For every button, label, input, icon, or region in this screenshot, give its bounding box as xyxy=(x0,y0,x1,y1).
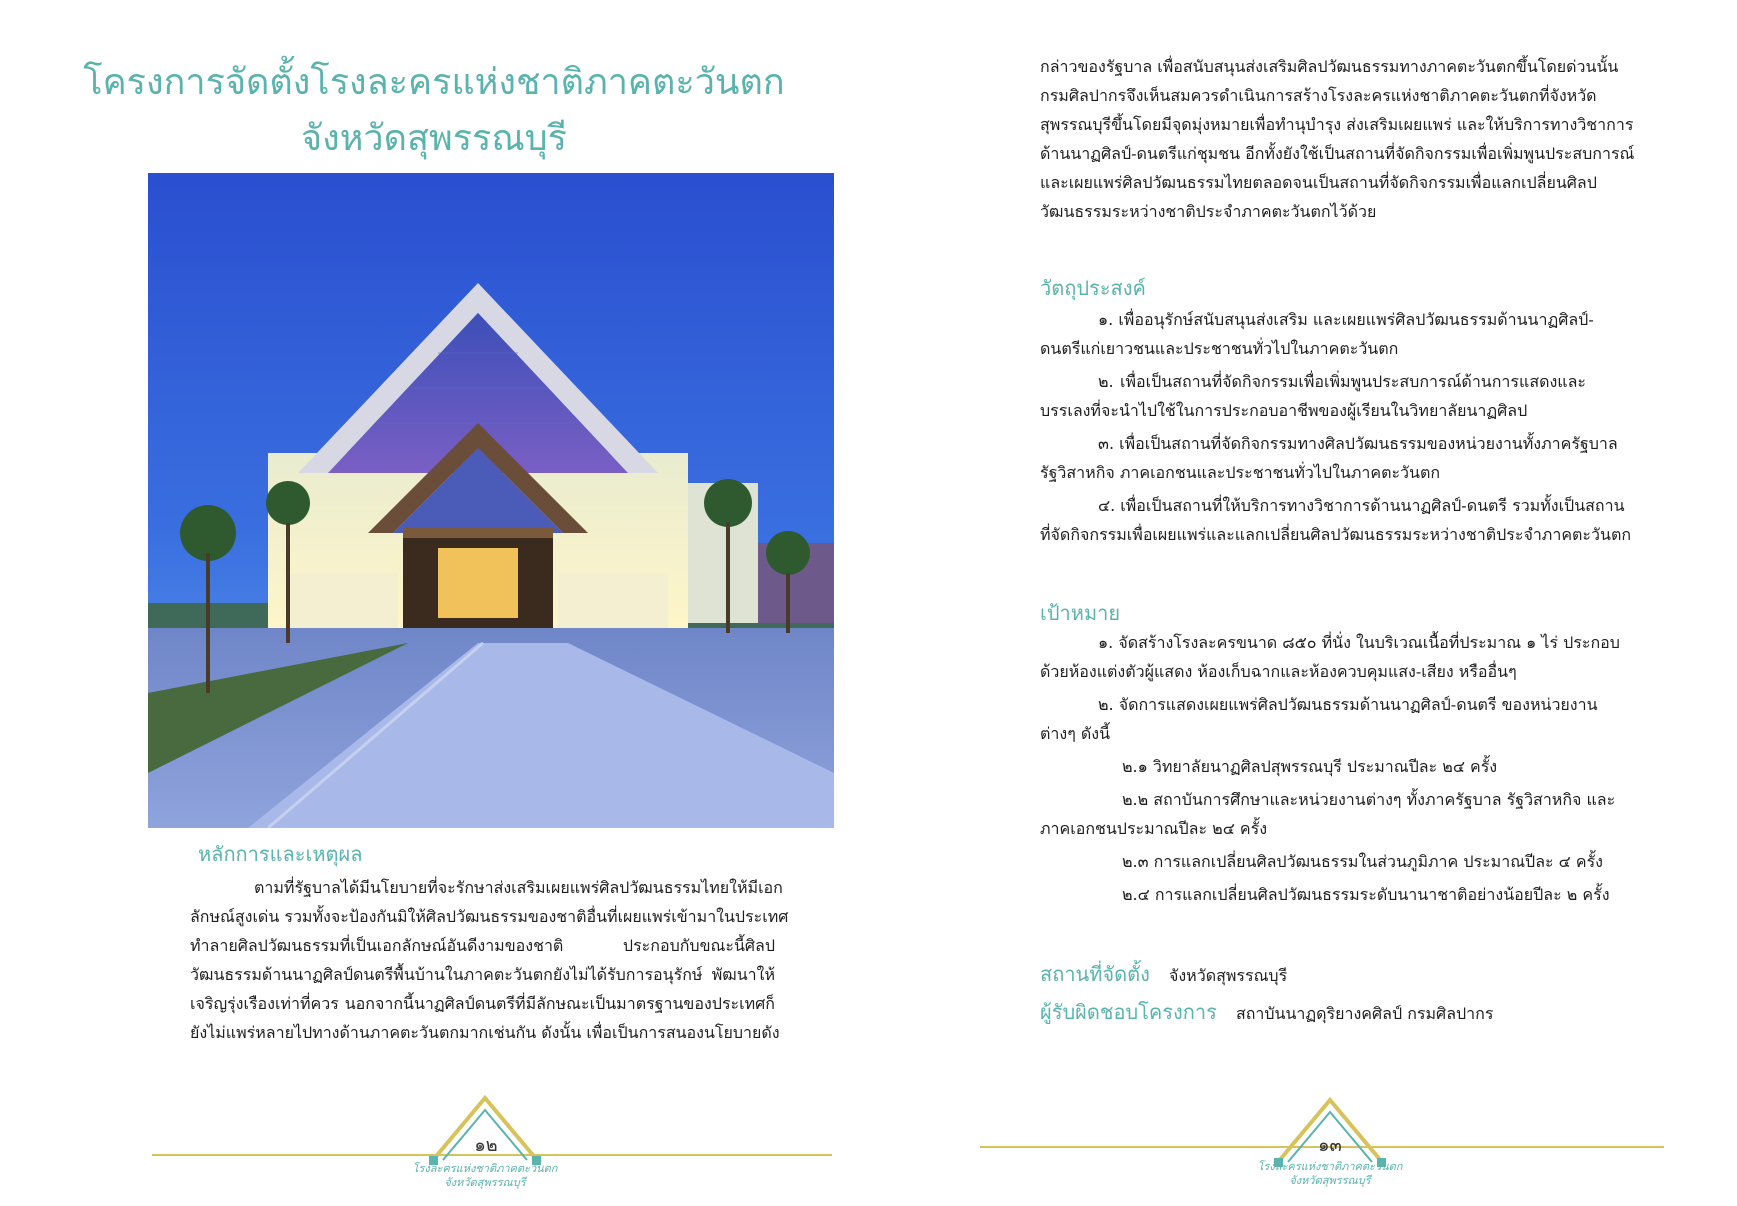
continuation-line: สุพรรณบุรีขึ้นโดยมีจุดมุ่งหมายเพื่อทำนุบำรุง ส่งเสริมเผยแพร่ และให้บริการทางวิชาการ xyxy=(1040,115,1634,134)
objective-item-cont: บรรเลงที่จะนำไปใช้ในการประกอบอาชีพของผู้เรียนในวิทยาลัยนาฏศิลป xyxy=(1040,401,1528,420)
left-page xyxy=(0,0,868,1206)
page-title-line-1: โครงการจัดตั้งโรงละครแห่งชาติภาคตะวันตก xyxy=(83,62,785,103)
location-row xyxy=(1040,958,1287,990)
principles-line: ตามที่รัฐบาลได้มีนโยบายที่จะรักษาส่งเสริมเผยแพร่ศิลปวัฒนธรรมไทยให้มีเอก xyxy=(254,878,783,897)
location-label: สถานที่จัดตั้ง xyxy=(1040,962,1150,986)
theatre-building-photo xyxy=(148,173,834,828)
responsible-label: ผู้รับผิดชอบโครงการ xyxy=(1040,1000,1217,1024)
objective-item: ๓. เพื่อเป็นสถานที่จัดกิจกรรมทางศิลปวัฒนธรรมของหน่วยงานทั้งภาครัฐบาล xyxy=(1098,434,1618,453)
footer-caption-2: จังหวัดสุพรรณบุรี xyxy=(1289,1174,1371,1187)
principles-line: วัฒนธรรมด้านนาฏศิลป์ดนตรีพื้นบ้านในภาคตะวันตกยังไม่ได้รับการอนุรักษ์ พัฒนาให้ xyxy=(190,965,775,984)
objective-item: ๑. เพื่ออนุรักษ์สนับสนุนส่งเสริม และเผยแพร่ศิลปวัฒนธรรมด้านนาฏศิลป์- xyxy=(1098,310,1594,329)
objective-item: ๒. เพื่อเป็นสถานที่จัดกิจกรรมเพื่อเพิ่มพูนประสบการณ์ด้านการแสดงและ xyxy=(1098,372,1586,391)
objective-item-cont: ที่จัดกิจกรรมเพื่อเผยแพร่และแลกเปลี่ยนศิลปวัฒนธรรมระหว่างชาติประจำภาคตะวันตก xyxy=(1040,525,1632,544)
principles-line: เจริญรุ่งเรืองเท่าที่ควร นอกจากนี้นาฏศิลป์ดนตรีที่มีลักษณะเป็นมาตรฐานของประเทศก็ xyxy=(190,994,775,1013)
continuation-paragraph xyxy=(1040,52,1635,226)
goal-subitem-cont: ภาคเอกชนประมาณปีละ ๒๔ ครั้ง xyxy=(1040,819,1268,838)
continuation-line: วัฒนธรรมระหว่างชาติประจำภาคตะวันตกไว้ด้วย xyxy=(1040,202,1377,221)
page-number: ๑๒ xyxy=(474,1135,498,1156)
goal-subitem: ๒.๓ การแลกเปลี่ยนศิลปวัฒนธรรมในส่วนภูมิภาค ประมาณปีละ ๔ ครั้ง xyxy=(1122,852,1603,871)
goal-subitem: ๒.๒ สถาบันการศึกษาและหน่วยงานต่างๆ ทั้งภาครัฐบาล รัฐวิสาหกิจ และ xyxy=(1122,790,1616,809)
principles-line: ทำลายศิลปวัฒนธรรมที่เป็นเอกลักษณ์อันดีงามของชาติ ประกอบกับขณะนี้ศิลป xyxy=(190,936,775,955)
footer-caption-1: โรงละครแห่งชาติภาคตะวันตก xyxy=(412,1162,558,1175)
goals-heading: เป้าหมาย xyxy=(1040,601,1121,625)
objective-item-cont: รัฐวิสาหกิจ ภาคเอกชนและประชาชนทั่วไปในภาคตะวันตก xyxy=(1040,463,1441,482)
responsible-row xyxy=(1040,996,1493,1028)
right-page xyxy=(868,0,1737,1206)
goal-item-cont: ด้วยห้องแต่งตัวผู้แสดง ห้องเก็บฉากและห้องควบคุมแสง-เสียง หรืออื่นๆ xyxy=(1040,662,1517,681)
principles-line: ลักษณ์สูงเด่น รวมทั้งจะป้องกันมิให้ศิลปวัฒนธรรมของชาติอื่นที่เผยแพร่เข้ามาในประเทศ xyxy=(190,907,789,926)
location-value: จังหวัดสุพรรณบุรี xyxy=(1168,966,1288,985)
goal-item-cont: ต่างๆ ดังนี้ xyxy=(1040,724,1111,743)
goal-subitem: ๒.๔ การแลกเปลี่ยนศิลปวัฒนธรรมระดับนานาชาติอย่างน้อยปีละ ๒ ครั้ง xyxy=(1122,885,1610,904)
page-number: ๑๓ xyxy=(1318,1135,1342,1156)
continuation-line: ด้านนาฏศิลป์-ดนตรีแก่ชุมชน อีกทั้งยังใช้เป็นสถานที่จัดกิจกรรมเพื่อเพิ่มพูนประสบการณ์ xyxy=(1040,144,1635,163)
footer-caption-1: โรงละครแห่งชาติภาคตะวันตก xyxy=(1257,1160,1403,1173)
objectives-list xyxy=(1040,305,1632,549)
goal-item: ๒. จัดการแสดงเผยแพร่ศิลปวัฒนธรรมด้านนาฏศิลป์-ดนตรี ของหน่วยงาน xyxy=(1098,695,1598,714)
objective-item-cont: ดนตรีแก่เยาวชนและประชาชนทั่วไปในภาคตะวันตก xyxy=(1040,339,1399,358)
objective-item: ๔. เพื่อเป็นสถานที่ให้บริการทางวิชาการด้านนาฏศิลป์-ดนตรี รวมทั้งเป็นสถาน xyxy=(1098,496,1625,515)
goal-item: ๑. จัดสร้างโรงละครขนาด ๘๕๐ ที่นั่ง ในบริเวณเนื้อที่ประมาณ ๑ ไร่ ประกอบ xyxy=(1098,633,1620,652)
goal-subitem: ๒.๑ วิทยาลัยนาฏศิลปสุพรรณบุรี ประมาณปีละ ๒๔ ครั้ง xyxy=(1122,757,1498,776)
goals-list xyxy=(1040,628,1620,909)
objectives-heading: วัตถุประสงค์ xyxy=(1040,276,1146,300)
footer-caption-2: จังหวัดสุพรรณบุรี xyxy=(444,1176,526,1189)
page-title-line-2: จังหวัดสุพรรณบุรี xyxy=(301,118,567,159)
continuation-line: และเผยแพร่ศิลปวัฒนธรรมไทยตลอดจนเป็นสถานที่จัดกิจกรรมเพื่อแลกเปลี่ยนศิลป xyxy=(1040,173,1597,192)
principles-line: ยังไม่แพร่หลายไปทางด้านภาคตะวันตกมากเช่นกัน ดังนั้น เพื่อเป็นการสนองนโยบายดัง xyxy=(190,1023,780,1042)
continuation-line: กรมศิลปากรจึงเห็นสมควรดำเนินการสร้างโรงละครแห่งชาติภาคตะวันตกที่จังหวัด xyxy=(1040,86,1597,105)
continuation-line: กล่าวของรัฐบาล เพื่อสนับสนุนส่งเสริมศิลปวัฒนธรรมทางภาคตะวันตกขึ้นโดยด่วนนั้น xyxy=(1040,57,1619,76)
principles-heading: หลักการและเหตุผล xyxy=(198,842,363,866)
responsible-value: สถาบันนาฏดุริยางคศิลป์ กรมศิลปากร xyxy=(1235,1004,1494,1023)
principles-body xyxy=(190,873,789,1047)
